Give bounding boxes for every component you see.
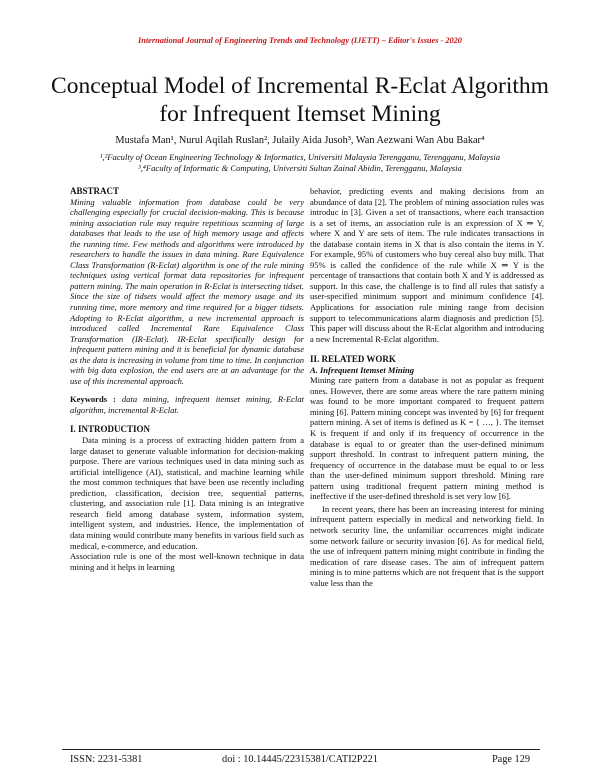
footer-divider <box>62 749 540 750</box>
journal-header: International Journal of Engineering Trends and Technology (IJETT) – Editor's Issues - 2020 <box>138 36 462 45</box>
keywords <box>70 394 304 415</box>
keywords-text: data mining, infrequent itemset mining, R-Eclat algorithm, incremental R-Eclat. <box>70 394 304 415</box>
author-list: Mustafa Man¹, Nurul Aqilah Ruslan², Julaily Aida Jusoh³, Wan Aezwani Wan Abu Bakar⁴ <box>115 135 485 146</box>
affiliation-2: ³,⁴Faculty of Informatic & Computing, Universiti Sultan Zainal Abidin, Terengganu, Malaysia <box>138 163 462 173</box>
left-column <box>70 186 304 572</box>
right-column <box>310 186 544 588</box>
introduction-paragraph-2-continued: behavior, predicting events and making decisions from an abundance of data [2]. The problem of mining association rules was introduc in [3]. Given a set of transactions, where each transaction is a set of items, an association rule is an expression of X ⇒ Y, where X and Y are sets of item. The rule indicates transactions in the database contain items in X that is also contain the items in Y. For example, 95% of customers who buy cereal also buy milk. That 95% is called the confidence of the rule while X ⇒ Y is the percentage of transactions that contain both X and Y is addressed as support. In this case, the challenge is to find all rules that satisfy a user-specified minimum support and minimum confidence [4]. Applications for association rule mining range from decision support to telecommunications alarm diagnosis and prediction [5]. This paper will discuss about the R-Eclat algorithm and introducing a new Incremental R-Eclat algorithm. <box>310 186 544 344</box>
introduction-heading: I. INTRODUCTION <box>70 424 151 435</box>
related-work-paragraph-2: In recent years, there has been an increasing interest for mining infrequent pattern especially in medical and networking field. In network security line, the unfamiliar occurrences might indicate some network failure or security invasion [6]. As for medical field, the use of infrequent pattern mining might contribute in finding the medication of rare disease cases. The aim of infrequent pattern mining is to mine patterns which are not frequent that is the support value less than the <box>310 503 544 588</box>
footer-issn: ISSN: 2231-5381 <box>70 754 143 765</box>
abstract-heading: ABSTRACT <box>70 186 120 196</box>
footer-doi: doi : 10.14445/22315381/CATI2P221 <box>222 754 378 765</box>
footer-page-number: Page 129 <box>491 754 530 765</box>
related-work-paragraph-1: Mining rare pattern from a database is not as popular as frequent ones. However, there are some areas where the rare pattern mining was found to be more important compared to frequent pattern mining [6]. Pattern mining concept was invented by [6] for frequent pattern mining. A set of items is defined as K = { …, }. The itemset K is frequent if and only if its frequency of occurrence in the database is equal to or greater than the user-defined minimum support threshold. In contrast to infrequent pattern mining, the frequency of occurrence in the database must be equal to or less than the user-defined minimum support threshold. Mining rare pattern using traditional frequent pattern mining method is ineffective if the user-defined threshold is set very low [6]. <box>310 375 544 502</box>
affiliation-1: ¹,²Faculty of Ocean Engineering Technology & Informatics, Universiti Malaysia Terengganu, Terengganu, Malaysia <box>99 152 501 162</box>
abstract-text: Mining valuable information from database could be very challenging especially for crucial decision-making. This is because mining association rule may require repetitious scanning of large databases that leads to the use of high memory usage and affects the running time. Few methods and algorithms were introduced by researchers to handle the issues in data mining. Rare Equivalence Class Transformation (R-Eclat) algorithm is one of the rule mining techniques using vertical format data repositories for infrequent pattern mining. The main operation in R-Eclat is intersecting tidset. Since the size of tidsets would affect the memory usage and its running time, more memory and time required for a bigger tidsets. Adopting to R-Eclat algorithm, a new incremental approach is introduced called Incremental Rare Equivalence Class Transformation (IR-Eclat). IR-Eclat specifically design for infrequent pattern mining and it is beneficial for dynamic database as the data is increasing in volume from time to time. In conjunction with big data explosion, the end users are at an advantage for the use of this incremental approach. <box>70 196 304 386</box>
introduction-paragraph-2: Association rule is one of the most well-known technique in data mining and it helps in learning <box>70 551 304 572</box>
introduction-paragraph-1: Data mining is a process of extracting hidden pattern from a large dataset to generate valuable information for decision-making purpose. There are various techniques used in data mining such as artificial intelligence (AI), statistical, and machine learning while the most common techniques that have been use recently including prediction, classification, decision tree, sequential patterns, clustering, and association rule [1]. Data mining is an integrative research field among database system, information system, intelligent system, and industries. Hence, the implementation of data mining would contribute many benefits in various field such as medical, e-commerce, and education. <box>70 435 304 551</box>
keywords-label: Keywords : <box>70 394 116 405</box>
infrequent-itemset-subheading: A. Infrequent Itemset Mining <box>310 364 415 375</box>
related-work-heading: II. RELATED WORK <box>310 354 396 365</box>
paper-title: Conceptual Model of Incremental R-Eclat Algorithm for Infrequent Itemset Mining <box>51 73 549 127</box>
